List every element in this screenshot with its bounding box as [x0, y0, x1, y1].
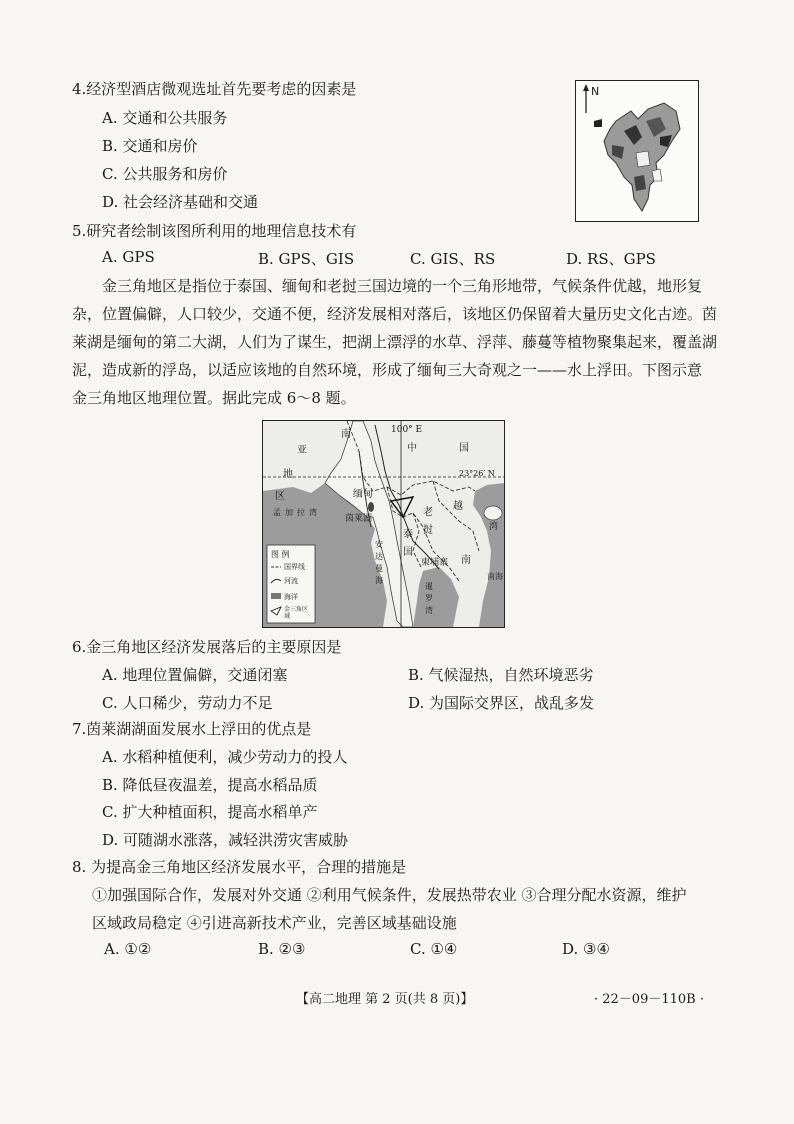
q7-option-c: C. 扩大种植面积，提高水稻单产 [102, 803, 318, 821]
q4-option-a: A. 交通和公共服务 [102, 109, 228, 127]
label-bengal-2: 加 [285, 508, 293, 517]
q8-option-a: A. ①② [104, 940, 152, 958]
label-andaman-3: 曼 [375, 564, 383, 573]
passage [72, 272, 720, 412]
label-myanmar: 缅甸 [353, 489, 373, 500]
legend-golden-triangle-label: 金三角区域 [284, 606, 309, 620]
q6-option-c: C. 人口稀少，劳动力不足 [102, 694, 273, 712]
legend-title: 图 例 [271, 550, 290, 559]
label-bengal-3: 拉 [297, 508, 305, 517]
passage-line-1: 金三角地区是指位于泰国、缅甸和老挝三国边境的一个三角形地带，气候条件优越，地形复 [102, 277, 703, 295]
q4-stem: 4.经济型酒店微观选址首先要考虑的因素是 [72, 80, 357, 98]
label-andaman-2: 达 [375, 552, 383, 561]
label-south-sea: 南海 [487, 572, 503, 581]
q6-option-b: B. 气候湿热，自然环境恶劣 [408, 666, 594, 684]
north-label: N [591, 85, 600, 98]
label-andaman-1: 安 [375, 540, 383, 549]
label-lao-2: 挝 [423, 525, 433, 536]
label-china-1: 中 [407, 443, 417, 454]
golden-triangle-map [262, 420, 505, 628]
label-andaman-4: 海 [375, 576, 383, 585]
label-bengal-1: 孟 [273, 508, 281, 517]
hotel-distribution-map [575, 80, 699, 222]
q6-option-a: A. 地理位置偏僻，交通闭塞 [102, 666, 288, 684]
label-longitude: 100° E [391, 425, 423, 435]
label-lao-1: 老 [423, 507, 433, 518]
q7-option-a: A. 水稻种植便利，减少劳动力的投人 [102, 748, 348, 766]
q8-stem: 8. 为提高金三角地区经济发展水平，合理的措施是 [72, 858, 407, 876]
label-qu: 区 [275, 491, 285, 502]
q7-option-b: B. 降低昼夜温差，提高水稻品质 [102, 776, 318, 794]
label-vietnam-2: 南 [461, 555, 471, 566]
q5-option-b: B. GPS、GIS [258, 250, 355, 268]
label-nan: 南 [341, 429, 351, 440]
label-latitude: 23°26′ N [459, 469, 495, 478]
label-siam-2: 罗 [425, 594, 433, 603]
q7-stem: 7.茵莱湖湖面发展水上浮田的优点是 [72, 720, 312, 738]
q8-option-b: B. ②③ [258, 940, 306, 958]
label-di: 地 [283, 469, 293, 480]
footer-exam-code: · 22－09－110B · [594, 992, 704, 1007]
legend-ocean-label: 海洋 [284, 593, 298, 601]
q8-option-c: C. ①④ [410, 940, 458, 958]
q5-stem: 5.研究者绘制该图所利用的地理信息技术有 [72, 222, 357, 240]
q8-option-d: D. ③④ [562, 940, 610, 958]
q8-statement-line-2: 区域政局稳定 ④引进高新技术产业，完善区域基础设施 [92, 914, 457, 932]
q4-option-d: D. 社会经济基础和交通 [102, 193, 259, 211]
q4-option-b: B. 交通和房价 [102, 137, 198, 155]
label-china-2: 国 [459, 443, 469, 454]
q5-option-d: D. RS、GPS [566, 250, 656, 268]
label-ya: 亚 [297, 445, 307, 456]
q6-option-d: D. 为国际交界区，战乱多发 [408, 694, 595, 712]
label-cambodia: 柬埔寨 [421, 558, 449, 568]
q8-statement-line-1: ①加强国际合作，发展对外交通 ②利用气候条件，发展热带农业 ③合理分配水资源，维护 [92, 886, 687, 904]
footer-page-info: 【高二地理 第 2 页(共 8 页)】 [296, 992, 474, 1007]
label-inle-lake: 茵莱湖 [345, 514, 373, 524]
passage-line-4: 泥，造成新的浮岛，以适应该地的自然环境，形成了缅甸三大奇观之一——水上浮田。下图示意 [72, 361, 703, 379]
q5-option-c: C. GIS、RS [410, 250, 496, 268]
legend-border-label: 国界线 [284, 563, 305, 571]
passage-line-3: 莱湖是缅甸的第二大湖，人们为了谋生，把湖上漂浮的水草、浮萍、藤蔓等植物聚集起来，覆盖湖 [72, 333, 718, 351]
label-thailand-2: 国 [403, 547, 413, 558]
label-bengal-4: 湾 [309, 508, 317, 517]
label-vietnam-1: 越 [453, 501, 463, 512]
label-gulf: 湾 [489, 522, 499, 532]
q5-option-a: A. GPS [102, 248, 155, 266]
q4-option-c: C. 公共服务和房价 [102, 165, 228, 183]
label-siam-3: 湾 [425, 606, 433, 615]
label-thailand-1: 泰 [403, 529, 413, 540]
legend-river-label: 河流 [284, 577, 298, 585]
passage-line-5: 金三角地区地理位置。据此完成 6～8 题。 [72, 389, 356, 407]
q7-option-d: D. 可随湖水涨落，减轻洪涝灾害威胁 [102, 831, 349, 849]
label-siam-1: 暹 [425, 582, 433, 591]
q6-stem: 6.金三角地区经济发展落后的主要原因是 [72, 638, 342, 656]
passage-line-2: 杂，位置偏僻，人口较少，交通不便，经济发展相对落后，该地区仍保留着大量历史文化古迹。茵 [72, 305, 718, 323]
